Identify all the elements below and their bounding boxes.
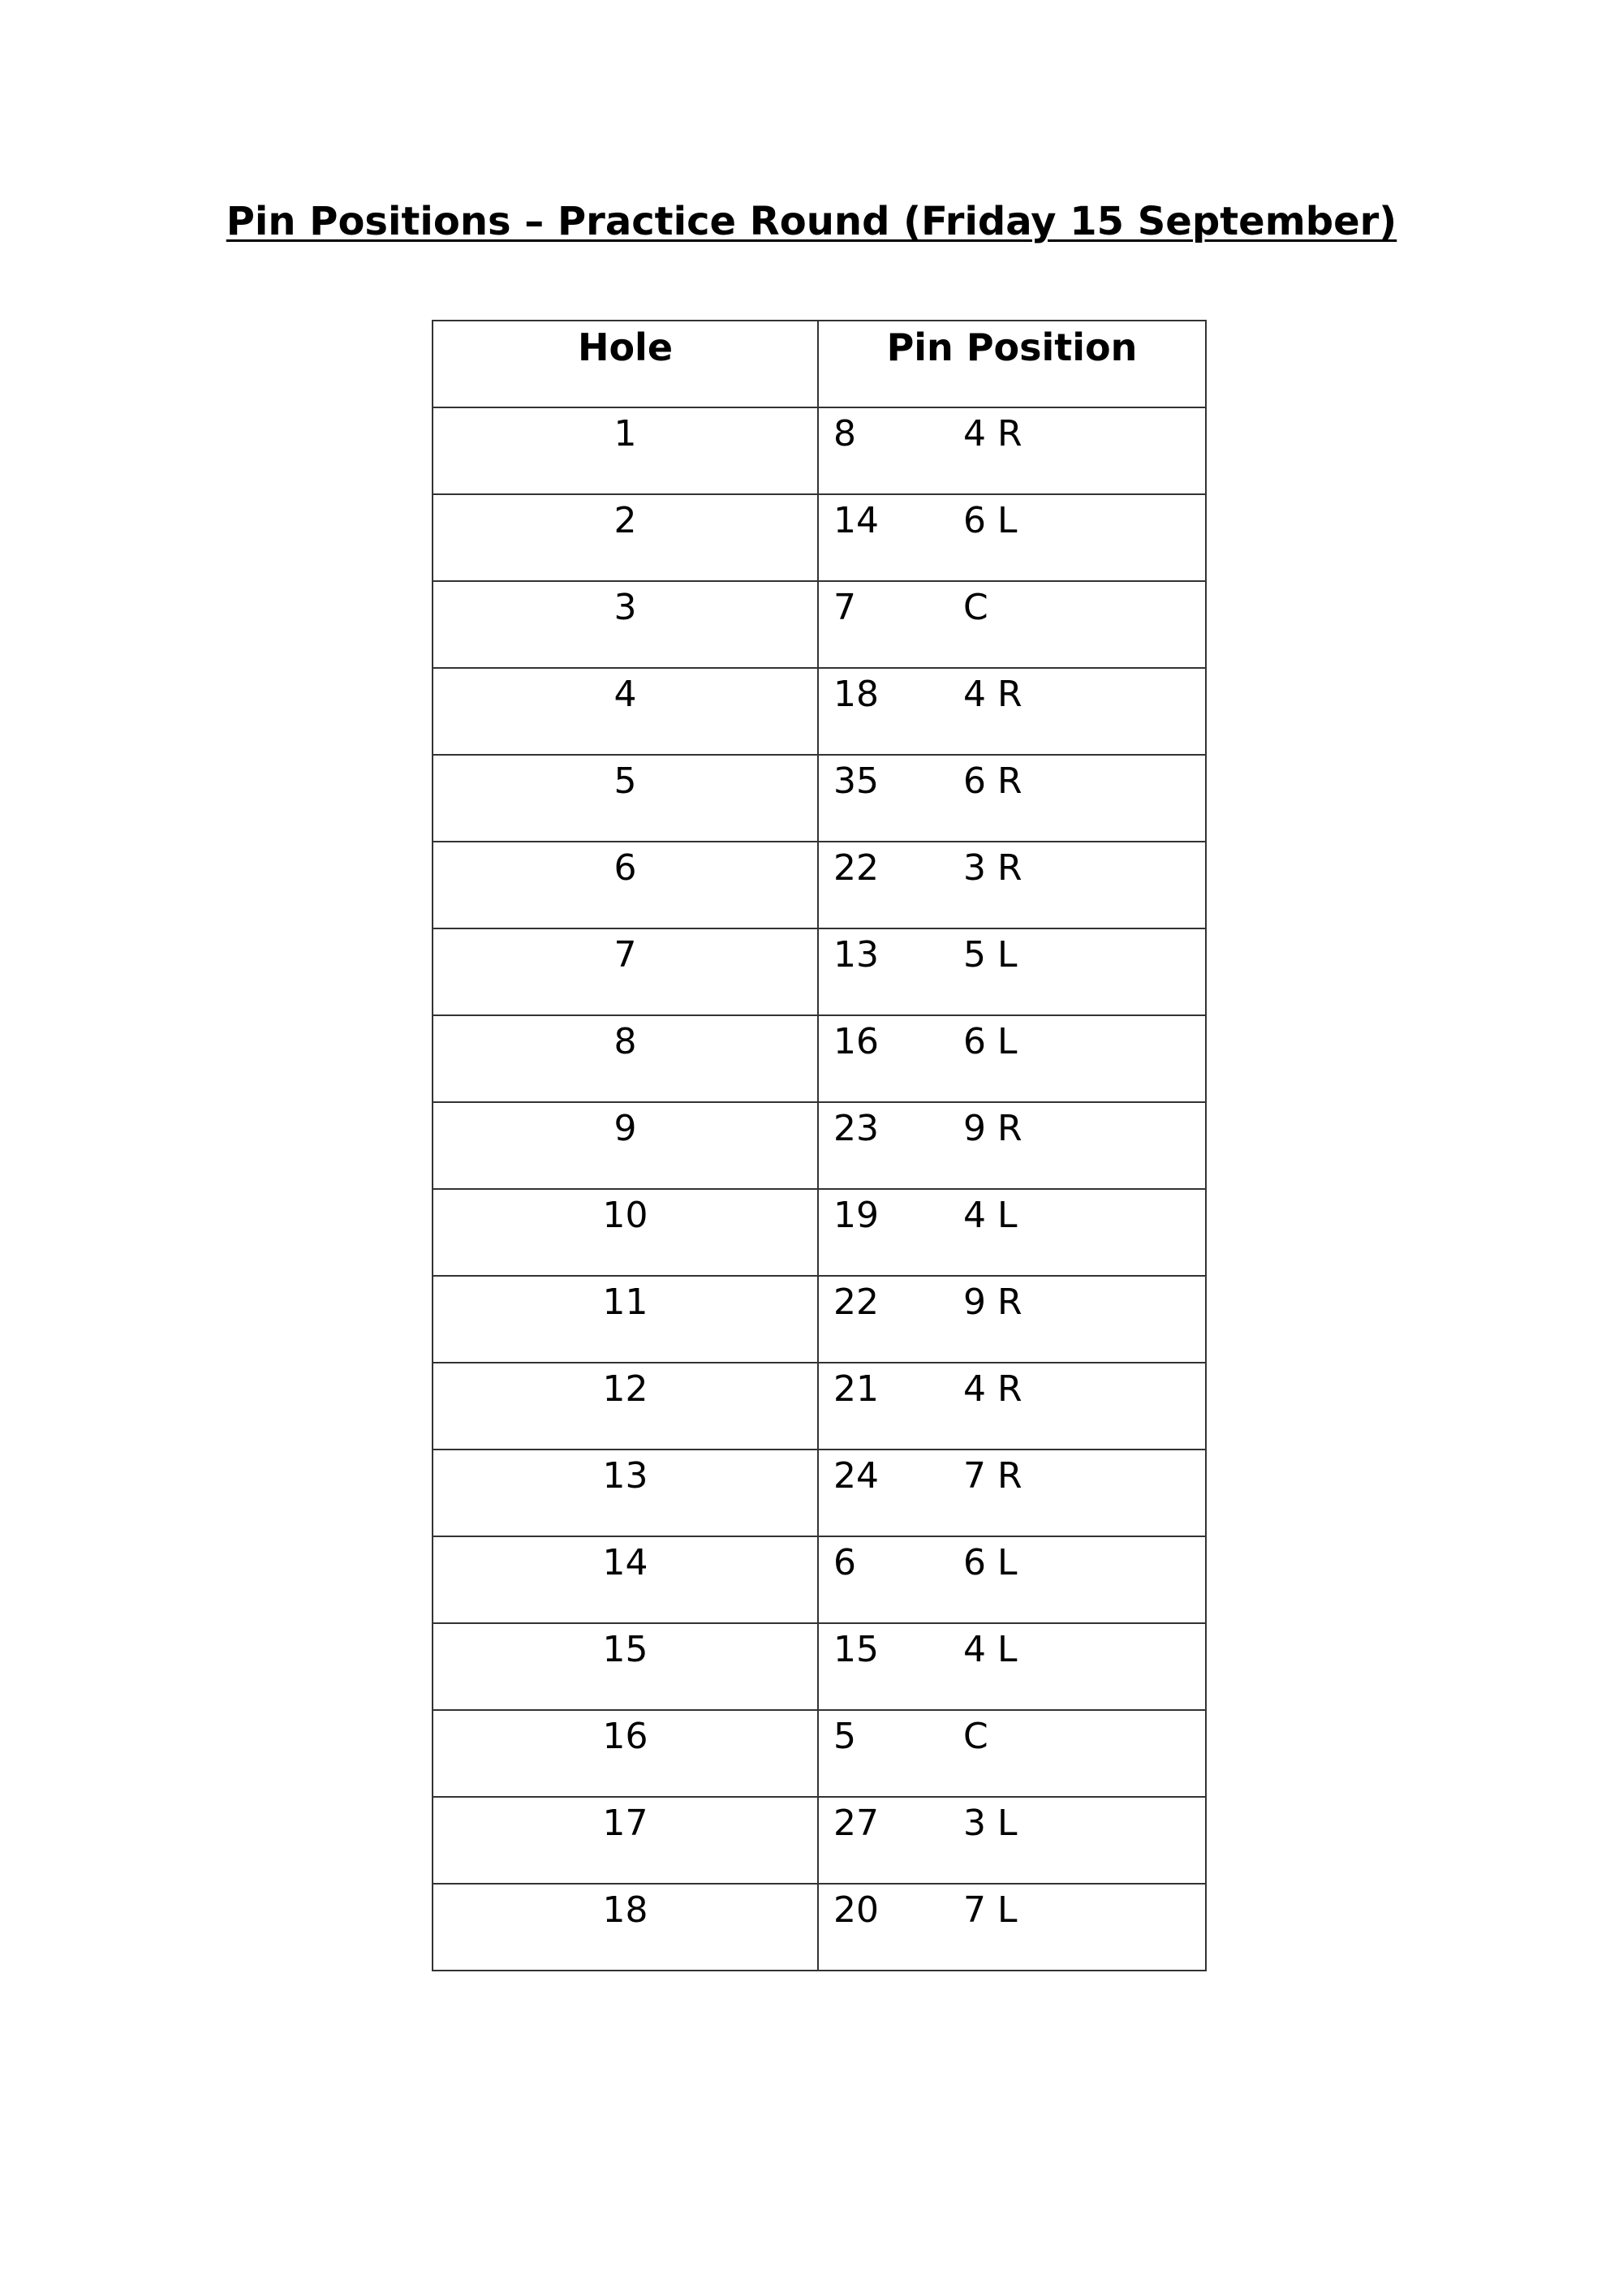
hole-number: 15: [433, 1623, 818, 1710]
hole-number: 1: [433, 407, 818, 494]
pin-offset: 4 L: [963, 1195, 1018, 1236]
pin-position-cell: [818, 1450, 1206, 1536]
hole-number: 3: [433, 581, 818, 668]
hole-number: 11: [433, 1276, 818, 1363]
table-row: [433, 1450, 1206, 1536]
pin-depth: 24: [833, 1455, 879, 1497]
pin-offset: 7 L: [963, 1889, 1018, 1931]
pin-position-cell: [818, 1797, 1206, 1884]
hole-number: 17: [433, 1797, 818, 1884]
table-row: [433, 1710, 1206, 1797]
hole-number: 16: [433, 1710, 818, 1797]
table-row: [433, 668, 1206, 755]
table-row: [433, 1797, 1206, 1884]
table-row: [433, 928, 1206, 1015]
pin-offset: 9 R: [963, 1108, 1022, 1149]
pin-position-cell: [818, 1189, 1206, 1276]
pin-position-cell: [818, 1276, 1206, 1363]
hole-number: 5: [433, 755, 818, 842]
header-pin-position: Pin Position: [818, 321, 1206, 407]
pin-position-cell: [818, 407, 1206, 494]
hole-number: 2: [433, 494, 818, 581]
pin-position-cell: [818, 1102, 1206, 1189]
hole-number: 14: [433, 1536, 818, 1623]
pin-depth: 5: [833, 1716, 856, 1757]
hole-number: 4: [433, 668, 818, 755]
pin-depth: 19: [833, 1195, 879, 1236]
hole-number: 8: [433, 1015, 818, 1102]
pin-depth: 21: [833, 1368, 879, 1410]
pin-depth: 27: [833, 1803, 879, 1844]
page-title: [0, 197, 1623, 246]
hole-number: 7: [433, 928, 818, 1015]
pin-position-cell: [818, 1710, 1206, 1797]
pin-offset: 6 L: [963, 500, 1018, 541]
hole-number: 6: [433, 842, 818, 928]
table-row: [433, 1536, 1206, 1623]
pin-offset: 4 R: [963, 674, 1022, 715]
hole-number: 18: [433, 1884, 818, 1971]
pin-depth: 18: [833, 674, 879, 715]
pin-offset: 5 L: [963, 934, 1018, 976]
pin-offset: 4 R: [963, 1368, 1022, 1410]
table-row: [433, 1363, 1206, 1450]
pin-position-cell: [818, 755, 1206, 842]
pin-position-cell: [818, 494, 1206, 581]
pin-offset: 6 L: [963, 1542, 1018, 1583]
table-row: [433, 1102, 1206, 1189]
pin-offset: 4 R: [963, 413, 1022, 454]
pin-positions-table: [432, 320, 1207, 1971]
hole-number: 9: [433, 1102, 818, 1189]
pin-offset: 9 R: [963, 1282, 1022, 1323]
page-title-text: Pin Positions – Practice Round (Friday 15 September): [226, 199, 1397, 244]
pin-offset: 6 R: [963, 760, 1022, 802]
pin-depth: 6: [833, 1542, 856, 1583]
table-row: [433, 581, 1206, 668]
table-row: [433, 755, 1206, 842]
hole-number: 12: [433, 1363, 818, 1450]
pin-offset: 7 R: [963, 1455, 1022, 1497]
pin-offset: 4 L: [963, 1629, 1018, 1670]
pin-depth: 7: [833, 587, 856, 628]
pin-depth: 22: [833, 1282, 879, 1323]
pin-position-cell: [818, 842, 1206, 928]
pin-position-cell: [818, 928, 1206, 1015]
table-row: [433, 1276, 1206, 1363]
hole-number: 10: [433, 1189, 818, 1276]
pin-position-cell: [818, 1623, 1206, 1710]
pin-depth: 20: [833, 1889, 879, 1931]
pin-position-cell: [818, 1884, 1206, 1971]
pin-position-cell: [818, 1015, 1206, 1102]
pin-depth: 35: [833, 760, 879, 802]
pin-depth: 14: [833, 500, 879, 541]
table-row: [433, 407, 1206, 494]
table-header-row: [433, 321, 1206, 407]
hole-number: 13: [433, 1450, 818, 1536]
pin-offset: C: [963, 1716, 988, 1757]
pin-depth: 23: [833, 1108, 879, 1149]
header-hole: Hole: [433, 321, 818, 407]
pin-position-cell: [818, 668, 1206, 755]
table-row: [433, 842, 1206, 928]
pin-depth: 13: [833, 934, 879, 976]
pin-offset: 6 L: [963, 1021, 1018, 1062]
pin-depth: 15: [833, 1629, 879, 1670]
pin-position-cell: [818, 581, 1206, 668]
pin-offset: 3 R: [963, 847, 1022, 889]
table-row: [433, 1189, 1206, 1276]
pin-offset: C: [963, 587, 988, 628]
table-row: [433, 1623, 1206, 1710]
pin-depth: 8: [833, 413, 856, 454]
pin-depth: 22: [833, 847, 879, 889]
pin-position-cell: [818, 1363, 1206, 1450]
table-row: [433, 1884, 1206, 1971]
table-row: [433, 1015, 1206, 1102]
pin-position-cell: [818, 1536, 1206, 1623]
pin-depth: 16: [833, 1021, 879, 1062]
table-row: [433, 494, 1206, 581]
pin-offset: 3 L: [963, 1803, 1018, 1844]
